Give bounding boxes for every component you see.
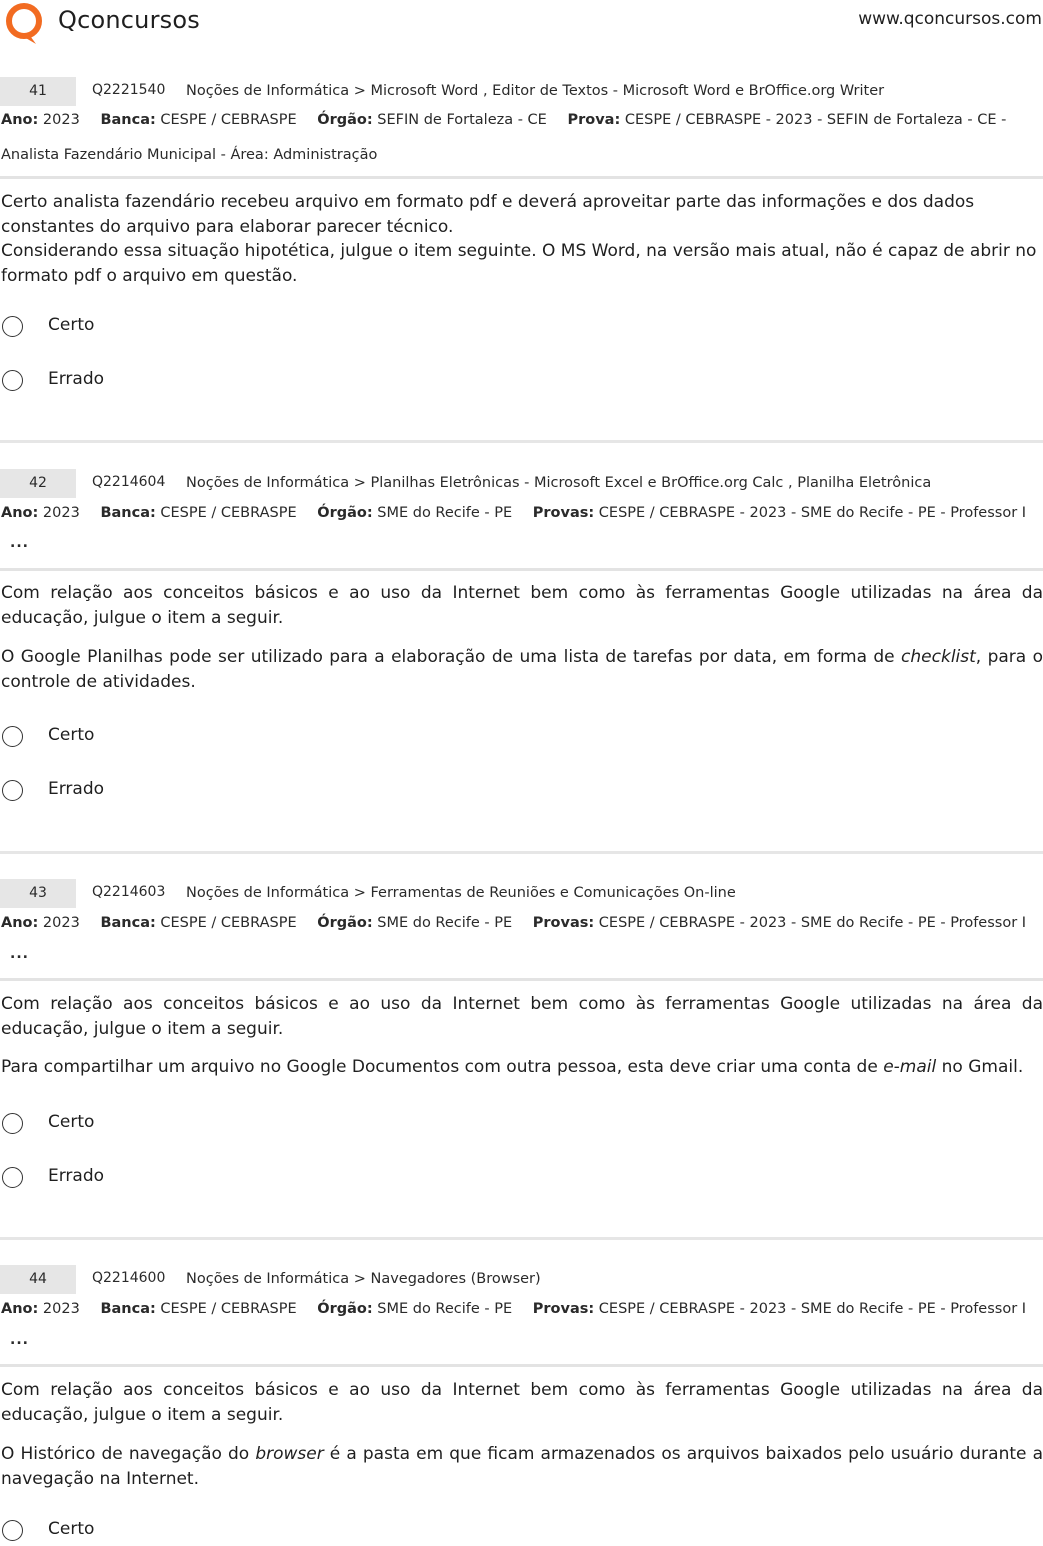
ano-label: Ano: (1, 505, 39, 521)
option-label[interactable]: Certo (48, 1519, 95, 1539)
logo-text[interactable]: Qconcursos (58, 6, 200, 34)
radio-circle-icon[interactable] (2, 316, 23, 337)
emphasis-term: browser (255, 1444, 324, 1464)
divider (0, 1364, 1043, 1367)
option-label[interactable]: Errado (48, 779, 105, 799)
banca-label: Banca: (100, 915, 156, 931)
orgao-label: Órgão: (317, 915, 373, 931)
option-label[interactable]: Errado (48, 369, 105, 389)
question-text: Com relação aos conceitos básicos e ao uso da Internet bem como às ferramentas Google utilizadas na área da educação, julgue o item a seguir. (1, 994, 1043, 1039)
question-statement: O Histórico de navegação do browser é a pasta em que ficam armazenados os arquivos baixados pelo usuário durante a navegação na Internet. (1, 1444, 1043, 1489)
ano-value: 2023 (42, 1301, 80, 1317)
question-number: 43 (0, 879, 76, 908)
site-url[interactable]: www.qconcursos.com (858, 9, 1042, 29)
provas-label: Provas: (532, 505, 595, 521)
radio-circle-icon[interactable] (2, 726, 23, 747)
prova-value-continued[interactable]: Analista Fazendário Municipal - Área: Administração (1, 147, 378, 163)
provas-value[interactable]: CESPE / CEBRASPE - 2023 - SME do Recife - PE - Professor I (598, 915, 1027, 931)
provas-value[interactable]: CESPE / CEBRASPE - 2023 - SME do Recife - PE - Professor I (598, 1301, 1027, 1317)
page-header (0, 0, 1043, 46)
banca-label: Banca: (100, 112, 156, 128)
question-meta (1, 1301, 1026, 1317)
question-meta (1, 112, 1006, 128)
question-meta (1, 915, 1026, 931)
question-separator (0, 440, 1043, 443)
option-label[interactable]: Errado (48, 1166, 105, 1186)
orgao-value[interactable]: SME do Recife - PE (377, 915, 513, 931)
provas-value[interactable]: CESPE / CEBRASPE - 2023 - SME do Recife - PE - Professor I (598, 505, 1027, 521)
radio-circle-icon[interactable] (2, 1113, 23, 1134)
question-text: Certo analista fazendário recebeu arquivo em formato pdf e deverá aproveitar parte das informações e dos dados constantes do arquivo para elaborar parecer técnico. (1, 192, 975, 237)
prova-label: Prova: (567, 112, 621, 128)
question-id[interactable]: Q2214604 (92, 474, 166, 490)
banca-label: Banca: (100, 505, 156, 521)
ano-label: Ano: (1, 112, 39, 128)
banca-value[interactable]: CESPE / CEBRASPE (160, 1301, 297, 1317)
question-subject[interactable]: Noções de Informática > Planilhas Eletrônicas - Microsoft Excel e BrOffice.org Calc , Planilha Eletrônica (186, 475, 932, 491)
radio-circle-icon[interactable] (2, 780, 23, 801)
emphasis-term: e-mail (883, 1057, 937, 1077)
banca-value[interactable]: CESPE / CEBRASPE (160, 505, 297, 521)
question-separator (0, 851, 1043, 854)
question-subject[interactable]: Noções de Informática > Microsoft Word , Editor de Textos - Microsoft Word e BrOffice.org Writer (186, 83, 885, 99)
question-number: 41 (0, 77, 76, 106)
banca-value[interactable]: CESPE / CEBRASPE (160, 112, 297, 128)
more-provas-button[interactable]: ... (10, 1332, 29, 1348)
divider (0, 568, 1043, 571)
question-text: Com relação aos conceitos básicos e ao uso da Internet bem como às ferramentas Google utilizadas na área da educação, julgue o item a seguir. (1, 1380, 1043, 1425)
prova-value[interactable]: CESPE / CEBRASPE - 2023 - SEFIN de Fortaleza - CE - (624, 112, 1007, 128)
more-provas-button[interactable]: ... (10, 946, 29, 962)
ano-value: 2023 (42, 915, 80, 931)
orgao-value[interactable]: SEFIN de Fortaleza - CE (377, 112, 547, 128)
divider (0, 978, 1043, 981)
orgao-label: Órgão: (317, 112, 373, 128)
qconcursos-logo-icon[interactable] (2, 2, 46, 46)
more-provas-button[interactable]: ... (10, 535, 29, 551)
banca-label: Banca: (100, 1301, 156, 1317)
option-label[interactable]: Certo (48, 1112, 95, 1132)
question-statement: Para compartilhar um arquivo no Google Documentos com outra pessoa, esta deve criar uma conta de e-mail no Gmail. (1, 1057, 1024, 1077)
ano-value: 2023 (42, 112, 80, 128)
orgao-label: Órgão: (317, 505, 373, 521)
orgao-value[interactable]: SME do Recife - PE (377, 505, 513, 521)
divider (0, 176, 1043, 179)
question-number: 42 (0, 469, 76, 498)
option-label[interactable]: Certo (48, 725, 95, 745)
provas-label: Provas: (532, 915, 595, 931)
question-number: 44 (0, 1265, 76, 1294)
ano-label: Ano: (1, 1301, 39, 1317)
provas-label: Provas: (532, 1301, 595, 1317)
radio-circle-icon[interactable] (2, 1167, 23, 1188)
ano-value: 2023 (42, 505, 80, 521)
option-label[interactable]: Certo (48, 315, 95, 335)
banca-value[interactable]: CESPE / CEBRASPE (160, 915, 297, 931)
question-id[interactable]: Q2221540 (92, 82, 166, 98)
question-separator (0, 1237, 1043, 1240)
orgao-label: Órgão: (317, 1301, 373, 1317)
question-id[interactable]: Q2214603 (92, 884, 166, 900)
radio-circle-icon[interactable] (2, 1520, 23, 1541)
question-id[interactable]: Q2214600 (92, 1270, 166, 1286)
radio-circle-icon[interactable] (2, 370, 23, 391)
question-subject[interactable]: Noções de Informática > Ferramentas de Reuniões e Comunicações On-line (186, 885, 736, 901)
question-statement: Considerando essa situação hipotética, julgue o item seguinte. O MS Word, na versão mais atual, não é capaz de abrir no formato pdf o arquivo em questão. (1, 241, 1037, 286)
ano-label: Ano: (1, 915, 39, 931)
orgao-value[interactable]: SME do Recife - PE (377, 1301, 513, 1317)
question-statement: O Google Planilhas pode ser utilizado para a elaboração de uma lista de tarefas por data, em forma de checklist, para o controle de atividades. (1, 647, 1043, 692)
question-text: Com relação aos conceitos básicos e ao uso da Internet bem como às ferramentas Google utilizadas na área da educação, julgue o item a seguir. (1, 583, 1043, 628)
question-subject[interactable]: Noções de Informática > Navegadores (Browser) (186, 1271, 541, 1287)
question-meta (1, 505, 1026, 521)
emphasis-term: checklist (901, 647, 976, 667)
